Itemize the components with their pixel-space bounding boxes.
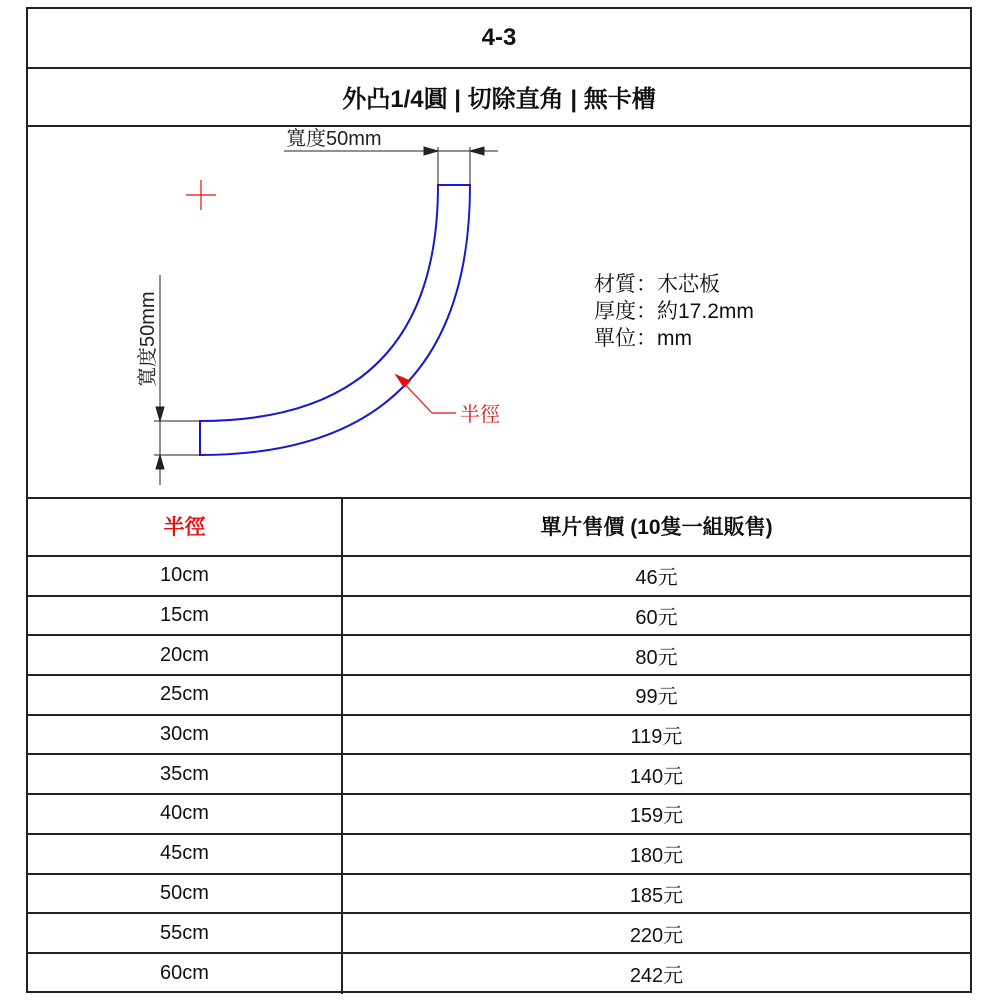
radius-cell: 45cm [28,835,343,873]
quarter-ring-shape [200,185,470,455]
table-header [28,497,970,557]
price-cell: 80元 [635,646,678,669]
radius-cell: 55cm [28,914,343,952]
table-row [28,676,970,716]
quarter-circle-drawing [28,125,972,495]
product-sheet [26,7,972,993]
width-label-top: 寬度50mm [286,128,382,150]
table-row [28,914,970,954]
table-row [28,795,970,835]
price-cell: 220元 [629,924,684,947]
unit-spec: 單位：mm [594,327,692,350]
price-cell: 99元 [635,686,678,709]
top-dimension [284,147,498,185]
radius-cell: 15cm [28,597,343,635]
spec-block [594,271,754,352]
price-table [28,497,970,994]
radius-cell: 35cm [28,755,343,793]
radius-cell: 40cm [28,795,343,833]
table-row [28,636,970,676]
radius-cell: 60cm [28,954,343,994]
radius-label: 半徑 [460,404,500,426]
material-spec: 材質：木芯板 [594,273,720,296]
radius-cell: 25cm [28,676,343,714]
thickness-spec: 厚度：約17.2mm [594,300,754,323]
price-cell: 180元 [629,845,684,868]
price-cell: 159元 [629,805,684,828]
page-title: 4-3 [28,9,970,69]
side-dimension [154,275,200,485]
radius-cell: 30cm [28,716,343,754]
radius-header: 半徑 [28,497,343,555]
dimension-diagram [28,125,970,499]
price-cell: 60元 [635,607,678,630]
price-header: 單片售價 (10隻一組販售) [540,516,773,539]
table-row [28,755,970,795]
price-cell: 242元 [629,965,684,988]
radius-cell: 20cm [28,636,343,674]
table-row [28,716,970,756]
width-label-side: 寬度50mm [137,291,159,387]
table-row [28,557,970,597]
radius-cell: 10cm [28,557,343,595]
price-cell: 140元 [629,765,684,788]
price-cell: 46元 [635,567,678,590]
price-cell: 119元 [630,726,683,749]
table-row [28,597,970,637]
table-row [28,875,970,915]
product-subtitle: 外凸1/4圓 | 切除直角 | 無卡槽 [28,67,970,127]
radius-leader [396,375,456,413]
table-row [28,835,970,875]
price-cell: 185元 [629,884,684,907]
table-row [28,954,970,994]
radius-cell: 50cm [28,875,343,913]
center-crosshair-icon [186,180,216,210]
